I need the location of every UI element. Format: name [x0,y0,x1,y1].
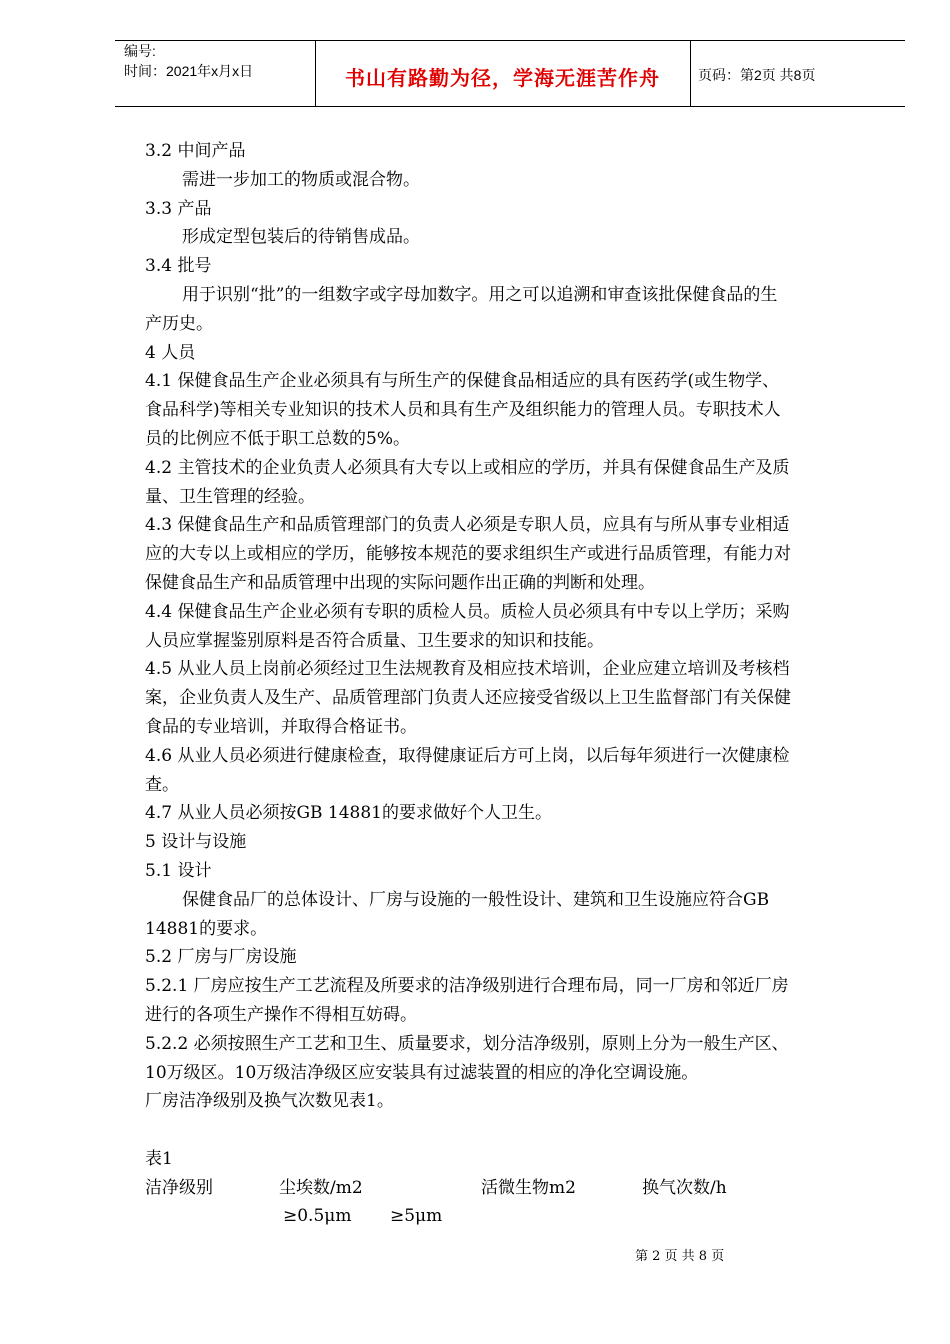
header-top-rule [115,40,905,41]
body-line: 员的比例应不低于职工总数的5%。 [145,428,410,449]
body-line: 人员应掌握鉴别原料是否符合质量、卫生要求的知识和技能。 [145,630,604,651]
body-line: 4.6 从业人员必须进行健康检查，取得健康证后方可上岗，以后每年须进行一次健康检 [145,745,790,766]
body-line: 5.1 设计 [145,860,212,881]
body-line: 5.2.1 厂房应按生产工艺流程及所要求的洁净级别进行合理布局，同一厂房和邻近厂房 [145,976,789,997]
body-line: 5 设计与设施 [145,832,247,853]
body-line: 4.4 保健食品生产企业必须有专职的质检人员。质检人员必须具有中专以上学历；采购 [145,601,790,622]
body-line: 3.4 批号 [145,256,212,277]
document-time-label: 时间：2021年x月x日 [124,63,254,79]
body-line: 4.1 保健食品生产企业必须具有与所生产的保健食品相适应的具有医药学(或生物学、 [145,371,780,392]
table-column-header: 尘埃数/m2 [279,1177,363,1198]
body-line: 3.3 产品 [145,198,212,219]
body-line: 保健食品厂的总体设计、厂房与设施的一般性设计、建筑和卫生设施应符合GB [182,889,770,910]
body-line: 查。 [145,774,179,795]
body-line: 10万级区。10万级洁净级区应安装具有过滤装置的相应的净化空调设施。 [145,1062,699,1083]
body-line: 4.5 从业人员上岗前必须经过卫生法规教育及相应技术培训，企业应建立培训及考核档 [145,659,790,680]
table-column-header: 洁净级别 [145,1177,213,1198]
header-bottom-rule [115,106,905,107]
body-line: 产历史。 [145,313,213,334]
body-line: 进行的各项生产操作不得相互妨碍。 [145,1004,417,1025]
body-line: 需进一步加工的物质或混合物。 [182,169,420,190]
header-page-info: 页码：第2页 共8页 [698,67,816,83]
body-line: 量、卫生管理的经验。 [145,486,315,507]
table-subheader: ≥0.5μm [283,1205,352,1226]
body-line: 5.2.2 必须按照生产工艺和卫生、质量要求，划分洁净级别，原则上分为一般生产区、 [145,1033,789,1054]
header-divider-right [690,40,691,107]
document-number-label: 编号: [124,43,156,59]
table-column-header: 换气次数/h [642,1177,727,1198]
page-footer: 第 2 页 共 8 页 [635,1249,725,1264]
blank-line [145,1116,885,1145]
table-column-header: 活微生物m2 [481,1177,576,1198]
body-line: 案，企业负责人及生产、品质管理部门负责人还应接受省级以上卫生监督部门有关保健 [145,688,791,709]
body-line: 用于识别“批”的一组数字或字母加数字。用之可以追溯和审查该批保健食品的生 [182,284,778,305]
body-line: 4.7 从业人员必须按GB 14881的要求做好个人卫生。 [145,803,552,824]
body-line: 5.2 厂房与厂房设施 [145,947,297,968]
body-line: 食品的专业培训，并取得合格证书。 [145,716,417,737]
body-line: 3.2 中间产品 [145,141,246,161]
body-line: 应的大专以上或相应的学历，能够按本规范的要求组织生产或进行品质管理，有能力对 [145,544,791,565]
table-header [145,1174,885,1232]
table-caption: 表1 [145,1148,173,1169]
page-header [115,40,905,107]
table-subheader: ≥5μm [390,1205,443,1226]
document-body [145,137,885,1232]
body-line: 4.2 主管技术的企业负责人必须具有大专以上或相应的学历，并具有保健食品生产及质 [145,457,790,478]
body-line: 厂房洁净级别及换气次数见表1。 [145,1091,394,1112]
body-line: 14881的要求。 [145,918,268,939]
body-line: 保健食品生产和品质管理中出现的实际问题作出正确的判断和处理。 [145,572,655,593]
body-line: 4.3 保健食品生产和品质管理部门的负责人必须是专职人员，应具有与所从事专业相适 [145,515,790,536]
body-line: 形成定型包装后的待销售成品。 [182,227,420,248]
header-motto: 书山有路勤为径，学海无涯苦作舟 [345,66,660,90]
body-line: 食品科学)等相关专业知识的技术人员和具有生产及组织能力的管理人员。专职技术人 [145,400,781,421]
body-line: 4 人员 [145,342,196,363]
